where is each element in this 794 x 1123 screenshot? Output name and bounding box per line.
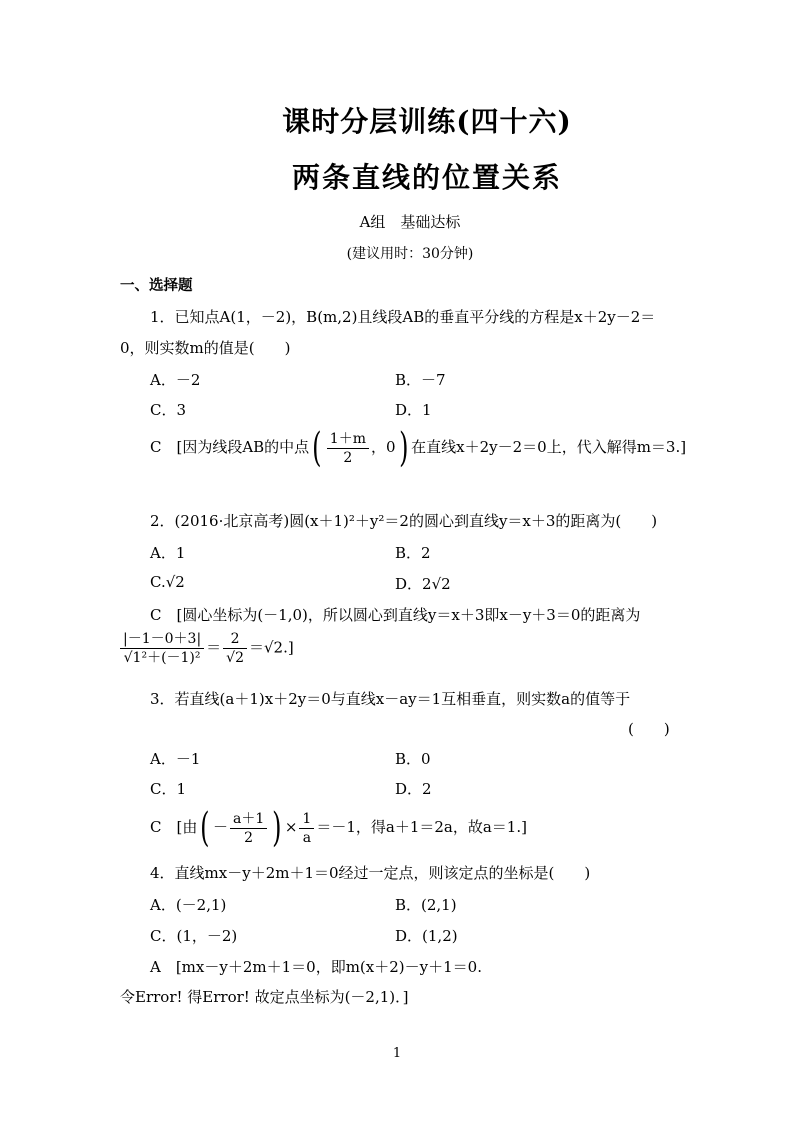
q2-option-b: B．2: [395, 544, 431, 562]
q1-option-b: B．－7: [395, 371, 446, 389]
q3-option-a: A．－1: [150, 750, 201, 768]
q2-option-c: C.√2: [150, 573, 185, 591]
q4-answer-line1: A [mx－y＋2m＋1＝0，即m(x＋2)－y＋1＝0.: [150, 958, 482, 976]
q3-answer: C [由( － $\frac{a+1}{2}$ ) × $\frac{1}{a}$ ＝－1，得a＋1＝2a，故a＝1.]: [150, 805, 527, 851]
q1-answer-post: 在直线x＋2y－2＝0上，代入解得m＝3.]: [411, 438, 687, 456]
q3-frac2-num: 1: [299, 810, 314, 829]
page-subtitle: 两条直线的位置关系: [291, 161, 562, 194]
q4-option-d: D．(1,2): [395, 927, 458, 945]
q1-stem-line2: 0，则实数m的值是( ): [120, 339, 291, 357]
q3-fraction-2: [299, 810, 314, 847]
q3-option-b: B．0: [395, 750, 431, 768]
q1-option-d: D．1: [395, 401, 432, 419]
q1-answer: [150, 425, 687, 471]
q1-answer-prefix: C [因为线段AB的中点: [150, 438, 310, 456]
right-paren: ): [398, 425, 409, 471]
q2-frac2-num: 2: [223, 630, 247, 649]
q3-answer-prefix: C [由: [150, 818, 198, 836]
q4-stem: 4．直线mx－y＋2m＋1＝0经过一定点，则该定点的坐标是( ): [150, 864, 591, 882]
q2-fraction-1: [120, 630, 204, 667]
q3-frac2-den: a: [302, 829, 312, 846]
q1-answer-mid: ，0: [370, 438, 396, 456]
q3-option-c: C．1: [150, 780, 187, 798]
q1-stem-line1: 1．已知点A(1，－2)，B(m,2)且线段AB的垂直平分线的方程是x＋2y－2＝: [150, 308, 656, 326]
q1-fraction: [327, 430, 369, 467]
section-title: 一、选择题: [120, 277, 193, 294]
q1-frac-den: 2: [343, 449, 353, 466]
left-paren: (: [312, 425, 322, 471]
q3-stem: 3．若直线(a＋1)x＋2y＝0与直线x－ay＝1互相垂直，则实数a的值等于: [150, 690, 631, 708]
q2-answer-tail: ＝√2.]: [249, 638, 294, 657]
group-heading: A组 基础达标: [359, 213, 461, 231]
q4-option-a: A．(－2,1): [150, 896, 227, 914]
q2-option-d: D．2√2: [395, 575, 451, 593]
q1-option-c: C．3: [150, 401, 187, 419]
q1-option-a: A．－2: [150, 371, 201, 389]
q2-stem: 2．(2016·北京高考)圆(x＋1)²＋y²＝2的圆心到直线y＝x＋3的距离为( ): [150, 512, 658, 530]
q2-answer-line1: C [圆心坐标为(－1,0)，所以圆心到直线y＝x＋3即x－y＋3＝0的距离为: [150, 606, 641, 624]
right-paren: ): [272, 805, 282, 851]
q4-answer-line2: 令Error! 得Error! 故定点坐标为(－2,1)．]: [120, 988, 409, 1006]
q2-frac2-den: √2: [226, 650, 244, 666]
left-paren: (: [200, 805, 210, 851]
q2-frac1-den: √1²＋(－1)²: [123, 650, 201, 666]
time-note: (建议用时：30分钟): [346, 246, 474, 262]
q2-option-a: A．1: [150, 544, 186, 562]
q1-frac-num: 1＋m: [327, 430, 369, 449]
q2-frac1-num: |－1－0＋3|: [120, 630, 204, 649]
q3-answer-post: ＝－1，得a＋1＝2a，故a＝1.]: [316, 818, 527, 836]
q3-fraction-1: [230, 810, 267, 847]
q3-paren: ( ): [628, 720, 670, 738]
q3-frac1-num: a＋1: [230, 810, 267, 829]
page-number: 1: [392, 1046, 402, 1061]
q3-option-d: D．2: [395, 780, 432, 798]
q2-fraction-2: [223, 630, 247, 667]
q4-option-c: C．(1，－2): [150, 927, 238, 945]
q4-option-b: B．(2,1): [395, 896, 457, 914]
q2-answer-line2: $\frac{|-1-0+3|}{\text{√1²＋(－1)²}}$ ＝ $\frac{2}{√2}$ ＝√2.]: [118, 630, 294, 667]
page-title: 课时分层训练(四十六): [282, 105, 572, 138]
q3-frac1-den: 2: [244, 829, 254, 846]
